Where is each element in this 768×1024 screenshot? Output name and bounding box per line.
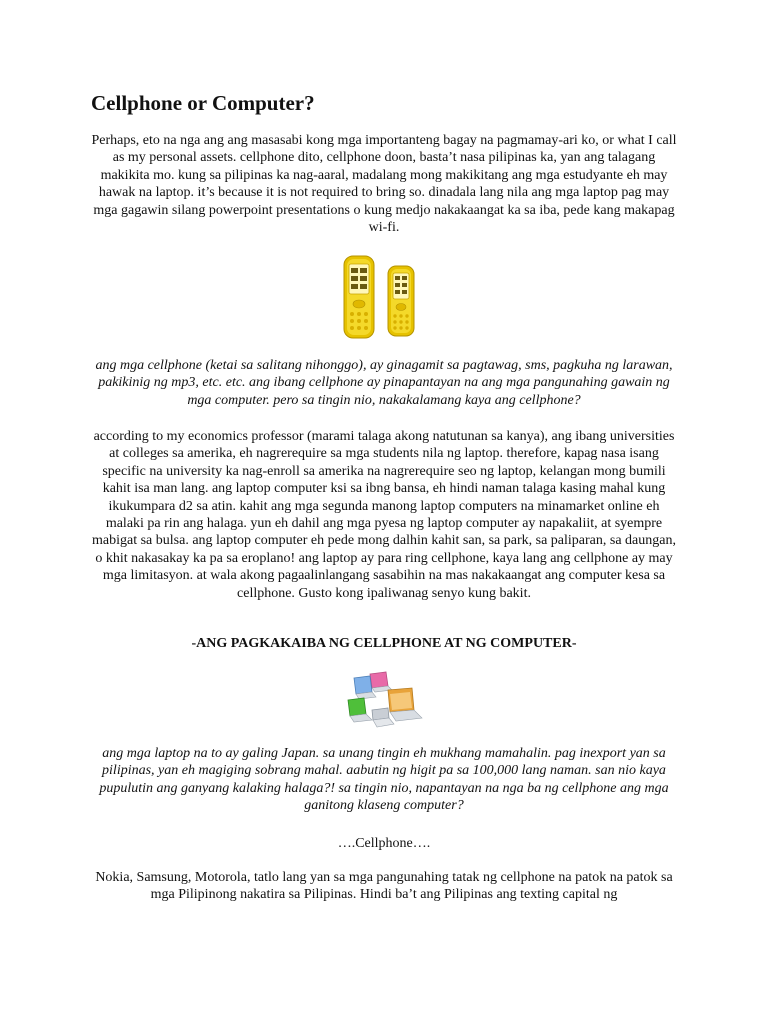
orange-laptop-icon [388, 688, 422, 721]
cellphone-large-icon [344, 256, 374, 338]
page-title: Cellphone or Computer? [91, 91, 315, 115]
laptop-caption: ang mga laptop na to ay galing Japan. sa unang tingin eh mukhang mamahalin. pag inexport yan sa pilipinas, yan eh magiging sobrang mahal. aabutin ng higit pa sa 100,000 lang naman. san nio kaya pupulutin ang ganyang kalaking halaga?! sa tingin nio, napantayan na nga ba ng cellphone ang mga ganitong klaseng computer? [99, 746, 669, 814]
colorful-laptops-image [342, 670, 424, 730]
cellphone-caption: ang mga cellphone (ketai sa salitang nihonggo), ay ginagamit sa pagtawag, sms, pagkuha ng larawan, pakikinig ng mp3, etc. etc. ang ibang cellphone ay pinapantayan na ang mga pangunahing gawain ng mga computer. pero sa tingin nio, nakakalamang kaya ang cellphone? [95, 358, 673, 408]
yellow-cellphones-image [340, 254, 418, 340]
pink-laptop-icon [370, 672, 392, 692]
economics-paragraph: according to my economics professor (marami talaga akong natutunan sa kanya), ang ibang universities at colleges sa amerika, eh nagrerequire sa mga students nila ng laptop. therefore, kapag nasa isang specific na university ka nag-enroll sa amerika na nagrerequire seo ng laptop, kelangan mong bumili kahit isa man lang. ang laptop computer ksi sa ibng bansa, eh hindi naman talaga kasing mahal kung ikukumpara d2 sa atin. kahit ang mga segunda manong laptop computers na minamarket online eh malaki pa rin ang halaga. yun eh dahil ang mga pyesa ng laptop computer ay napakaliit, at syempre mabigat sa bulsa. ang laptop computer eh pede mong dalhin kahit san, sa park, sa paliparan, sa daungan, o khit nakasakay ka pa sa eroplano! ang laptop ay para ring cellphone, kaya lang ang cellphone ay may mga limitasyon. at wala akong pagaalinlangang sasabihin na mas nakakaangat ang computer kesa sa cellphone. Gusto kong ipaliwanag senyo kung bakit. [92, 429, 676, 601]
cellphone-subheading: ….Cellphone…. [337, 836, 431, 851]
cellphone-small-icon [388, 266, 414, 336]
intro-paragraph: Perhaps, eto na nga ang ang masasabi kong mga importanteng bagay na pagmamay-ari ko, or what I call as my personal assets. cellphone dito, cellphone doon, basta’t nasa pilipinas ka, yan ang talagang makikita mo. kung sa pilipinas ka nag-aaral, madalang mong makikitang ang mga estudyante eh may hawak na laptop. it’s because it is not required to bring so. dinadala lang nila ang mga laptop pag may mga gagawin silang powerpoint presentations o kung medjo nakakaangat ka sa iba, pede kang makapag wi-fi. [91, 133, 677, 236]
brands-paragraph: Nokia, Samsung, Motorola, tatlo lang yan sa mga pangunahing tatak ng cellphone na patok na patok sa mga Pilipinong nakatira sa Pilipinas. Hindi ba’t ang Pilipinas ang texting capital ng [95, 870, 673, 903]
section-heading: -ANG PAGKAKAIBA NG CELLPHONE AT NG COMPUTER- [191, 636, 577, 651]
green-laptop-icon [348, 698, 372, 722]
